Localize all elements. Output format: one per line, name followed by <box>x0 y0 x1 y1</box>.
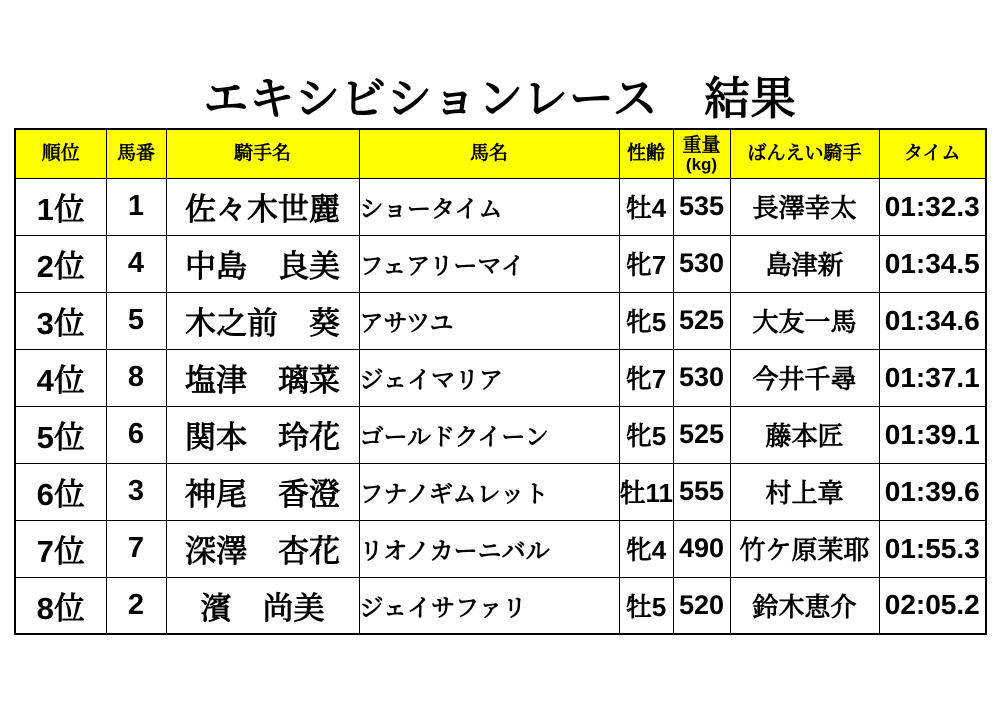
horse-number-cell: 8 <box>106 349 166 406</box>
jockey-name-cell: 関本 玲花 <box>166 406 359 463</box>
sex-age-cell: 牡11 <box>619 463 673 520</box>
table-header-row <box>15 129 986 178</box>
weight-cell: 525 <box>673 292 730 349</box>
banei-jockey-cell: 島津新 <box>730 235 879 292</box>
banei-jockey-cell: 大友一馬 <box>730 292 879 349</box>
horse-name-cell: アサツユ <box>359 292 619 349</box>
rank-cell: 1位 <box>15 178 106 235</box>
horse-number-cell: 5 <box>106 292 166 349</box>
column-header-rank: 順位 <box>15 129 106 178</box>
sex-age-cell: 牝7 <box>619 235 673 292</box>
table-row <box>15 178 986 235</box>
horse-name-cell: ジェイサファリ <box>359 577 619 634</box>
time-cell: 01:32.3 <box>879 178 986 235</box>
weight-cell: 555 <box>673 463 730 520</box>
page-title: エキシビションレース 結果 <box>203 73 797 124</box>
time-cell: 01:55.3 <box>879 520 986 577</box>
table-row <box>15 406 986 463</box>
horse-name-cell: リオノカーニバル <box>359 520 619 577</box>
horse-name-cell: フナノギムレット <box>359 463 619 520</box>
rank-cell: 3位 <box>15 292 106 349</box>
jockey-name-cell: 佐々木世麗 <box>166 178 359 235</box>
sex-age-cell: 牡5 <box>619 577 673 634</box>
jockey-name-cell: 深澤 杏花 <box>166 520 359 577</box>
banei-jockey-cell: 今井千尋 <box>730 349 879 406</box>
column-header-jockey-name: 騎手名 <box>166 129 359 178</box>
jockey-name-cell: 濱 尚美 <box>166 577 359 634</box>
rank-cell: 5位 <box>15 406 106 463</box>
weight-cell: 490 <box>673 520 730 577</box>
time-cell: 01:34.6 <box>879 292 986 349</box>
jockey-name-cell: 塩津 璃菜 <box>166 349 359 406</box>
sex-age-cell: 牝5 <box>619 292 673 349</box>
time-cell: 01:34.5 <box>879 235 986 292</box>
jockey-name-cell: 神尾 香澄 <box>166 463 359 520</box>
table-row <box>15 235 986 292</box>
rank-cell: 4位 <box>15 349 106 406</box>
horse-number-cell: 1 <box>106 178 166 235</box>
weight-cell: 525 <box>673 406 730 463</box>
column-header-horse-number: 馬番 <box>106 129 166 178</box>
horse-name-cell: ジェイマリア <box>359 349 619 406</box>
table-row <box>15 349 986 406</box>
banei-jockey-cell: 竹ケ原茉耶 <box>730 520 879 577</box>
rank-cell: 2位 <box>15 235 106 292</box>
column-header-banei-jockey: ばんえい騎手 <box>730 129 879 178</box>
table-row <box>15 292 986 349</box>
banei-jockey-cell: 村上章 <box>730 463 879 520</box>
weight-cell: 520 <box>673 577 730 634</box>
column-header-weight: 重量 (kg) <box>673 129 730 178</box>
time-cell: 01:37.1 <box>879 349 986 406</box>
time-cell: 02:05.2 <box>879 577 986 634</box>
time-cell: 01:39.6 <box>879 463 986 520</box>
horse-number-cell: 3 <box>106 463 166 520</box>
sex-age-cell: 牝4 <box>619 520 673 577</box>
banei-jockey-cell: 鈴木恵介 <box>730 577 879 634</box>
table-row <box>15 577 986 634</box>
weight-cell: 530 <box>673 235 730 292</box>
rank-cell: 8位 <box>15 577 106 634</box>
column-header-horse-name: 馬名 <box>359 129 619 178</box>
horse-number-cell: 4 <box>106 235 166 292</box>
sex-age-cell: 牝7 <box>619 349 673 406</box>
jockey-name-cell: 木之前 葵 <box>166 292 359 349</box>
time-cell: 01:39.1 <box>879 406 986 463</box>
sex-age-cell: 牡4 <box>619 178 673 235</box>
horse-number-cell: 2 <box>106 577 166 634</box>
horse-name-cell: フェアリーマイ <box>359 235 619 292</box>
horse-number-cell: 6 <box>106 406 166 463</box>
weight-cell: 535 <box>673 178 730 235</box>
results-table <box>14 128 987 635</box>
rank-cell: 7位 <box>15 520 106 577</box>
table-row <box>15 463 986 520</box>
banei-jockey-cell: 藤本匠 <box>730 406 879 463</box>
column-header-time: タイム <box>879 129 986 178</box>
horse-name-cell: ゴールドクイーン <box>359 406 619 463</box>
rank-cell: 6位 <box>15 463 106 520</box>
table-row <box>15 520 986 577</box>
banei-jockey-cell: 長澤幸太 <box>730 178 879 235</box>
horse-name-cell: ショータイム <box>359 178 619 235</box>
column-header-sex-age: 性齢 <box>619 129 673 178</box>
jockey-name-cell: 中島 良美 <box>166 235 359 292</box>
horse-number-cell: 7 <box>106 520 166 577</box>
weight-unit-label: (kg) <box>685 154 718 174</box>
weight-cell: 530 <box>673 349 730 406</box>
sex-age-cell: 牝5 <box>619 406 673 463</box>
